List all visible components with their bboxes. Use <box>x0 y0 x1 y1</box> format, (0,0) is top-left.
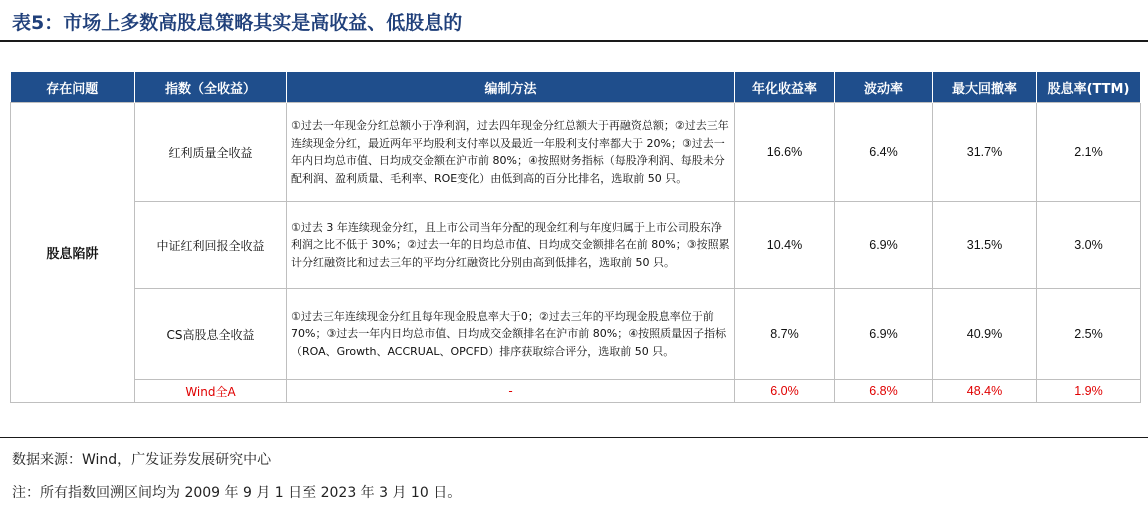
data-source: 数据来源：Wind，广发证券发展研究中心 <box>12 452 272 468</box>
table-row <box>11 103 1141 202</box>
group-label: 股息陷阱 <box>11 103 135 403</box>
table-header-row <box>11 72 1141 103</box>
volatility: 6.9% <box>835 289 933 380</box>
benchmark-dividend-yield: 1.9% <box>1037 380 1141 403</box>
title-divider <box>0 40 1148 42</box>
benchmark-max-drawdown: 48.4% <box>933 380 1037 403</box>
max-drawdown: 40.9% <box>933 289 1037 380</box>
strategy-table <box>10 72 1141 403</box>
method-text: ①过去三年连续现金分红且每年现金股息率大于0；②过去三年的平均现金股息率位于前70%；③过去一年内日均总市值、日均成交金额排名在沪市前 80%；④按照质量因子指标（ROA、Growth、ACCRUAL、OPCFD）排序获取综合评分，选取前 50 只。 <box>287 289 735 380</box>
index-name: 中证红利回报全收益 <box>135 202 287 289</box>
volatility: 6.9% <box>835 202 933 289</box>
footnote: 注：所有指数回溯区间均为 2009 年 9 月 1 日至 2023 年 3 月 10 日。 <box>12 485 462 501</box>
header-annual-return: 年化收益率 <box>735 72 835 103</box>
benchmark-row <box>11 380 1141 403</box>
dividend-yield: 2.5% <box>1037 289 1141 380</box>
table-row <box>11 289 1141 380</box>
volatility: 6.4% <box>835 103 933 202</box>
header-volatility: 波动率 <box>835 72 933 103</box>
footer-divider <box>0 437 1148 438</box>
annual-return: 16.6% <box>735 103 835 202</box>
header-dividend-yield: 股息率(TTM) <box>1037 72 1141 103</box>
method-text: ①过去 3 年连续现金分红，且上市公司当年分配的现金红利与年度归属于上市公司股东净利润之比不低于 30%；②过去一年的日均总市值、日均成交金额排名在前 80%；③按照累计分红融资比和过去三年的平均分红融资比分别由高到低排名，选取前 50 只。 <box>287 202 735 289</box>
benchmark-index: Wind全A <box>135 380 287 403</box>
header-index: 指数（全收益） <box>135 72 287 103</box>
dividend-yield: 3.0% <box>1037 202 1141 289</box>
header-max-drawdown: 最大回撤率 <box>933 72 1037 103</box>
table-row <box>11 202 1141 289</box>
benchmark-annual-return: 6.0% <box>735 380 835 403</box>
benchmark-method: - <box>287 380 735 403</box>
dividend-yield: 2.1% <box>1037 103 1141 202</box>
annual-return: 10.4% <box>735 202 835 289</box>
max-drawdown: 31.5% <box>933 202 1037 289</box>
benchmark-volatility: 6.8% <box>835 380 933 403</box>
header-issue: 存在问题 <box>11 72 135 103</box>
annual-return: 8.7% <box>735 289 835 380</box>
header-method: 编制方法 <box>287 72 735 103</box>
max-drawdown: 31.7% <box>933 103 1037 202</box>
method-text: ①过去一年现金分红总额小于净利润，过去四年现金分红总额大于再融资总额；②过去三年连续现金分红，最近两年平均股利支付率以及最近一年股利支付率都大于 20%；③过去一年内日均总市值、日均成交金额在沪市前 80%；④按照财务指标（每股净利润、每股未分配利润、盈利质量、毛利率、ROE变化）由低到高的百分比排名，选取前 50 只。 <box>287 103 735 202</box>
index-name: CS高股息全收益 <box>135 289 287 380</box>
index-name: 红利质量全收益 <box>135 103 287 202</box>
page-title: 表5：市场上多数高股息策略其实是高收益、低股息的 <box>12 12 463 34</box>
